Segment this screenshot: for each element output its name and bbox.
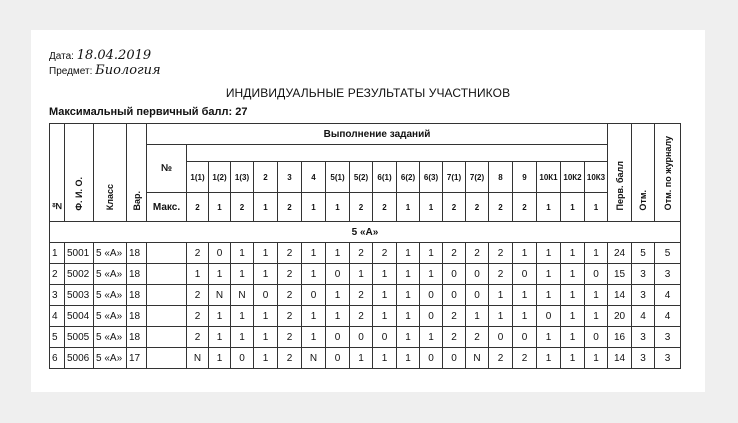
row-score: 1	[537, 285, 561, 306]
row-score: 1	[513, 306, 537, 327]
row-score: 2	[489, 348, 513, 369]
row-score: 1	[326, 285, 350, 306]
task-code: 3	[278, 162, 302, 193]
class-group-row: 5 «А»	[50, 222, 681, 243]
row-score: 1	[254, 306, 278, 327]
row-score: 1	[513, 285, 537, 306]
row-score: 1	[585, 285, 608, 306]
row-score: 1	[561, 327, 585, 348]
task-code: 6(3)	[420, 162, 443, 193]
row-score: 1	[537, 243, 561, 264]
row-score: 1	[561, 285, 585, 306]
row-variant: 18	[127, 243, 147, 264]
row-score: 0	[585, 327, 608, 348]
row-score: 1	[231, 243, 254, 264]
max-label: Макс.	[147, 193, 187, 222]
row-score: 2	[278, 327, 302, 348]
row-score: 0	[350, 327, 373, 348]
row-fio: 5001	[65, 243, 94, 264]
col-header-class	[94, 124, 127, 222]
task-header-spacer	[187, 145, 608, 162]
row-variant: 17	[127, 348, 147, 369]
row-score: 2	[513, 348, 537, 369]
row-journal-mark: 4	[655, 285, 681, 306]
row-score: 2	[443, 243, 466, 264]
row-score: 2	[278, 243, 302, 264]
task-code: 1(1)	[187, 162, 209, 193]
task-max-value: 1	[326, 193, 350, 222]
max-score-line: Максимальный первичный балл: 27	[49, 106, 248, 118]
row-score: 0	[466, 264, 489, 285]
row-score: 2	[466, 327, 489, 348]
task-code: 5(2)	[350, 162, 373, 193]
row-score: 1	[209, 327, 231, 348]
row-class: 5 «А»	[94, 264, 127, 285]
row-primary-score: 16	[608, 327, 632, 348]
row-score: 0	[443, 348, 466, 369]
row-score: 1	[302, 264, 326, 285]
row-score: 1	[231, 264, 254, 285]
task-max-value: 1	[397, 193, 420, 222]
row-score: 1	[537, 327, 561, 348]
row-score: 1	[254, 264, 278, 285]
row-number: 1	[50, 243, 65, 264]
row-score: 1	[254, 348, 278, 369]
row-score: 1	[302, 327, 326, 348]
row-score: 1	[537, 348, 561, 369]
task-code: 1(3)	[231, 162, 254, 193]
row-score: 0	[513, 264, 537, 285]
task-max-value: 2	[350, 193, 373, 222]
row-score: 1	[397, 243, 420, 264]
task-code: 6(1)	[373, 162, 397, 193]
row-score: 1	[397, 306, 420, 327]
row-score: 1	[561, 243, 585, 264]
task-max-value: 1	[209, 193, 231, 222]
task-max-value: 1	[561, 193, 585, 222]
row-score: 1	[561, 348, 585, 369]
row-variant: 18	[127, 264, 147, 285]
row-score: 2	[443, 306, 466, 327]
date-value: 18.04.2019	[76, 48, 152, 63]
row-mark: 5	[632, 243, 655, 264]
row-score: 1	[397, 327, 420, 348]
col-header-variant	[127, 124, 147, 222]
col-header-primary-label: Перв. балл	[614, 160, 625, 211]
task-code: 6(2)	[397, 162, 420, 193]
row-score: 2	[350, 306, 373, 327]
row-variant: 18	[127, 327, 147, 348]
row-score: 1	[326, 306, 350, 327]
row-score: 2	[187, 306, 209, 327]
row-mark: 4	[632, 306, 655, 327]
table-row	[50, 306, 681, 327]
task-max-value: 1	[585, 193, 608, 222]
row-score: 1	[187, 264, 209, 285]
row-score: 2	[187, 327, 209, 348]
row-empty-cell	[147, 264, 187, 285]
row-score: 2	[489, 243, 513, 264]
task-max-value: 2	[489, 193, 513, 222]
row-score: 0	[373, 327, 397, 348]
row-primary-score: 14	[608, 348, 632, 369]
row-empty-cell	[147, 327, 187, 348]
row-number: 3	[50, 285, 65, 306]
row-score: 2	[350, 243, 373, 264]
row-score: 2	[350, 285, 373, 306]
row-fio: 5002	[65, 264, 94, 285]
document-sheet	[31, 30, 705, 392]
row-score: 0	[326, 327, 350, 348]
task-max-value: 1	[254, 193, 278, 222]
row-score: 1	[209, 348, 231, 369]
row-class: 5 «А»	[94, 327, 127, 348]
row-score: 1	[466, 306, 489, 327]
row-score: 1	[350, 348, 373, 369]
row-score: 0	[420, 285, 443, 306]
row-journal-mark: 4	[655, 306, 681, 327]
row-primary-score: 20	[608, 306, 632, 327]
row-score: 2	[443, 327, 466, 348]
row-score: 1	[231, 306, 254, 327]
table-row	[50, 243, 681, 264]
row-score: 0	[254, 285, 278, 306]
row-score: 0	[513, 327, 537, 348]
row-score: 1	[231, 327, 254, 348]
row-number: 6	[50, 348, 65, 369]
row-score: 1	[209, 264, 231, 285]
task-code: 2	[254, 162, 278, 193]
row-score: 1	[513, 243, 537, 264]
row-class: 5 «А»	[94, 348, 127, 369]
document-title: ИНДИВИДУАЛЬНЫЕ РЕЗУЛЬТАТЫ УЧАСТНИКОВ	[225, 86, 511, 100]
row-mark: 3	[632, 348, 655, 369]
row-score: 0	[489, 327, 513, 348]
date-line	[49, 49, 151, 64]
task-code: 5(1)	[326, 162, 350, 193]
row-score: 0	[420, 306, 443, 327]
col-header-fio-label: Ф. И. О.	[74, 176, 84, 211]
row-score: 1	[373, 264, 397, 285]
row-primary-score: 15	[608, 264, 632, 285]
row-primary-score: 14	[608, 285, 632, 306]
row-score: N	[187, 348, 209, 369]
row-journal-mark: 3	[655, 264, 681, 285]
row-journal-mark: 5	[655, 243, 681, 264]
row-number: 2	[50, 264, 65, 285]
row-score: 1	[585, 243, 608, 264]
row-score: 1	[489, 285, 513, 306]
row-score: 2	[466, 243, 489, 264]
task-code: 8	[489, 162, 513, 193]
subject-label: Предмет:	[49, 66, 93, 77]
row-fio: 5003	[65, 285, 94, 306]
row-score: 1	[585, 348, 608, 369]
task-max-value: 1	[302, 193, 326, 222]
row-score: 1	[254, 243, 278, 264]
task-max-value: 2	[278, 193, 302, 222]
task-code: 9	[513, 162, 537, 193]
row-score: 1	[209, 306, 231, 327]
row-fio: 5004	[65, 306, 94, 327]
task-max-value: 2	[513, 193, 537, 222]
row-score: N	[466, 348, 489, 369]
row-score: 1	[350, 264, 373, 285]
col-header-journal-label: Отм. по журналу	[662, 136, 673, 211]
row-score: 1	[254, 327, 278, 348]
row-score: 1	[420, 327, 443, 348]
row-score: 1	[420, 264, 443, 285]
row-empty-cell	[147, 243, 187, 264]
task-code: 10К3	[585, 162, 608, 193]
task-code: 7(1)	[443, 162, 466, 193]
col-header-fio	[65, 124, 94, 222]
task-max-value: 1	[420, 193, 443, 222]
row-score: 0	[420, 348, 443, 369]
row-variant: 18	[127, 285, 147, 306]
task-max-value: 2	[466, 193, 489, 222]
row-class: 5 «А»	[94, 285, 127, 306]
row-score: 0	[585, 264, 608, 285]
table-row	[50, 264, 681, 285]
row-journal-mark: 3	[655, 348, 681, 369]
row-mark: 3	[632, 285, 655, 306]
row-score: 1	[489, 306, 513, 327]
row-score: N	[231, 285, 254, 306]
row-journal-mark: 3	[655, 327, 681, 348]
row-score: 2	[278, 285, 302, 306]
row-score: 2	[373, 243, 397, 264]
row-score: 1	[373, 306, 397, 327]
row-score: 1	[397, 285, 420, 306]
task-code: 7(2)	[466, 162, 489, 193]
row-empty-cell	[147, 348, 187, 369]
row-mark: 3	[632, 327, 655, 348]
task-number-label: №	[147, 145, 187, 193]
date-label: Дата:	[49, 51, 74, 62]
row-score: 0	[209, 243, 231, 264]
col-header-mark-label: Отм.	[638, 189, 648, 211]
col-header-class-label: Класс	[105, 184, 115, 211]
row-score: 1	[537, 264, 561, 285]
row-class: 5 «А»	[94, 243, 127, 264]
row-score: 0	[537, 306, 561, 327]
row-score: 1	[326, 243, 350, 264]
row-empty-cell	[147, 285, 187, 306]
row-score: 0	[231, 348, 254, 369]
row-empty-cell	[147, 306, 187, 327]
task-max-value: 2	[373, 193, 397, 222]
row-score: 1	[420, 243, 443, 264]
row-score: 0	[466, 285, 489, 306]
task-max-value: 1	[537, 193, 561, 222]
task-code: 4	[302, 162, 326, 193]
row-score: 1	[397, 348, 420, 369]
row-score: 2	[187, 243, 209, 264]
tasks-group-header: Выполнение заданий	[147, 124, 608, 145]
task-max-value: 2	[187, 193, 209, 222]
row-score: 2	[278, 348, 302, 369]
row-fio: 5005	[65, 327, 94, 348]
row-class: 5 «А»	[94, 306, 127, 327]
row-score: 1	[397, 264, 420, 285]
task-code: 10К1	[537, 162, 561, 193]
row-score: 1	[302, 306, 326, 327]
table-row	[50, 348, 681, 369]
col-header-primary	[608, 124, 632, 222]
row-score: 0	[326, 264, 350, 285]
row-score: N	[302, 348, 326, 369]
row-score: 1	[561, 264, 585, 285]
row-score: 2	[187, 285, 209, 306]
table-row	[50, 327, 681, 348]
row-score: 1	[373, 348, 397, 369]
subject-line	[49, 64, 161, 79]
row-score: 0	[326, 348, 350, 369]
row-score: 0	[443, 264, 466, 285]
col-header-num-label: №	[52, 200, 62, 211]
row-score: 2	[278, 306, 302, 327]
row-score: N	[209, 285, 231, 306]
col-header-variant-label: Вар.	[131, 190, 142, 211]
table-row	[50, 285, 681, 306]
row-variant: 18	[127, 306, 147, 327]
results-table	[49, 123, 681, 369]
row-score: 1	[373, 285, 397, 306]
task-max-value: 2	[443, 193, 466, 222]
row-number: 5	[50, 327, 65, 348]
row-score: 0	[302, 285, 326, 306]
row-score: 1	[561, 306, 585, 327]
row-mark: 3	[632, 264, 655, 285]
col-header-num	[50, 124, 65, 222]
row-number: 4	[50, 306, 65, 327]
row-fio: 5006	[65, 348, 94, 369]
row-score: 2	[489, 264, 513, 285]
task-max-value: 2	[231, 193, 254, 222]
subject-value: Биология	[95, 63, 161, 78]
row-score: 1	[302, 243, 326, 264]
task-code: 1(2)	[209, 162, 231, 193]
row-primary-score: 24	[608, 243, 632, 264]
row-score: 1	[585, 306, 608, 327]
task-code: 10К2	[561, 162, 585, 193]
col-header-mark	[632, 124, 655, 222]
col-header-journal	[655, 124, 681, 222]
row-score: 0	[443, 285, 466, 306]
row-score: 2	[278, 264, 302, 285]
